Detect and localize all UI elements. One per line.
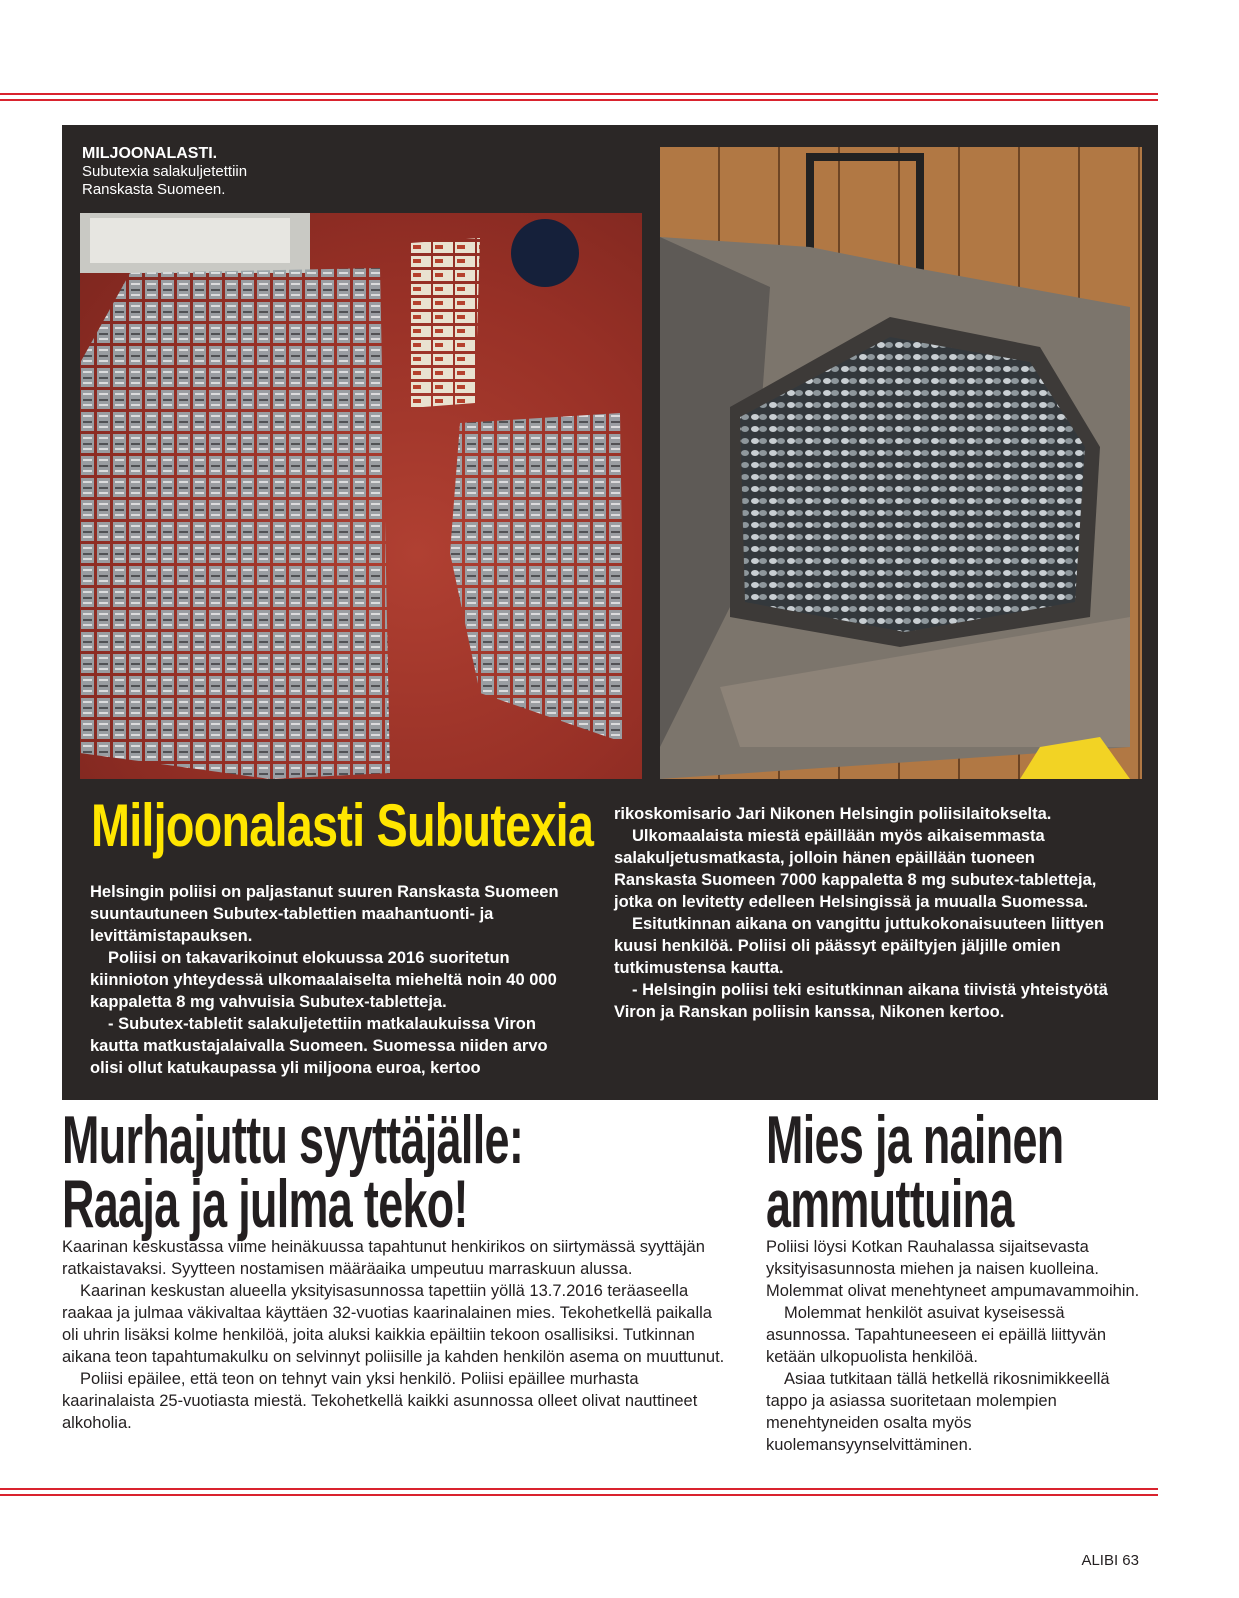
- feature-paragraph: - Helsingin poliisi teki esitutkinnan aikana tiivistä yhteistyötä Viron ja Ranskan poliisin kanssa, Nikonen kertoo.: [614, 981, 1108, 1021]
- feature-box: [62, 125, 1158, 1100]
- article-paragraph: Molemmat henkilöt asuivat kyseisessä asunnossa. Tapahtuneeseen ei epäillä liittyvän ketään ulkopuolista henkilöä.: [766, 1304, 1107, 1366]
- feature-paragraph: Esitutkinnan aikana on vangittu juttukokonaisuuteen liittyen kuusi henkilöä. Poliisi oli päässyt epäiltyjen jäljille omien tutkimustensa kautta.: [614, 915, 1105, 977]
- caption-line-2: Ranskasta Suomeen.: [82, 181, 226, 198]
- headline-line: ammuttuina: [766, 1166, 1014, 1242]
- feature-paragraph: - Subutex-tabletit salakuljetettiin matkalaukuissa Viron kautta matkustajalaivalla Suomeen. Suomessa niiden arvo olisi ollut katukaupassa yli miljoona euroa, kertoo: [90, 1015, 548, 1077]
- feature-paragraph: Helsingin poliisi on paljastanut suuren Ranskasta Suomeen suuntautuneen Subutex-tablettien maahantuonti- ja levittämistapauksen.: [90, 883, 559, 945]
- caption-kicker: MILJOONALASTI.: [82, 145, 218, 162]
- top-rule-2: [0, 99, 1158, 101]
- photo-suitcase: [660, 147, 1142, 779]
- feature-column-1: [90, 881, 582, 1079]
- article-right-headline: [766, 1102, 1064, 1242]
- article-left-headline: [62, 1102, 524, 1242]
- bottom-rule-1: [0, 1488, 1158, 1490]
- feature-paragraph: Poliisi on takavarikoinut elokuussa 2016 suoritetun kiinnioton yhteydessä ulkomaalaiselta mieheltä noin 40 000 kappaletta 8 mg vahvuisia Subutex-tabletteja.: [90, 949, 557, 1011]
- page-number: ALIBI 63: [1081, 1552, 1139, 1569]
- bottom-rule-2: [0, 1494, 1158, 1496]
- headline-line: Raaja ja julma teko!: [62, 1166, 468, 1242]
- feature-title: Miljoonalasti Subutexia: [91, 792, 594, 859]
- article-paragraph: Kaarinan keskustassa viime heinäkuussa tapahtunut henkirikos on siirtymässä syyttäjän ratkaistavaksi. Syytteen nostamisen määräaika umpeutuu marraskuun alussa.: [62, 1238, 705, 1278]
- article-left-body: [62, 1236, 726, 1434]
- photo-caption: [82, 145, 247, 199]
- article-right-body: [766, 1236, 1140, 1456]
- feature-paragraph: Ulkomaalaista miestä epäillään myös aikaisemmasta salakuljetusmatkasta, jolloin hänen epäillään tuoneen Ranskasta Suomeen 7000 kappaletta 8 mg subutex-tabletteja, jotka on levitetty edelleen Helsingissä ja muualla Suomessa.: [614, 827, 1097, 911]
- headline-line: Mies ja nainen: [766, 1102, 1064, 1178]
- photo-seized-tablets: [80, 213, 642, 779]
- article-paragraph: Asiaa tutkitaan tällä hetkellä rikosnimikkeellä tappo ja asiassa suoritetaan molempien menehtyneiden osalta myös kuolemansyynselvittäminen.: [766, 1370, 1110, 1454]
- feature-paragraph: rikoskomisario Jari Nikonen Helsingin poliisilaitokselta.: [614, 805, 1052, 823]
- article-paragraph: Poliisi löysi Kotkan Rauhalassa sijaitsevasta yksityisasunnosta miehen ja naisen kuolleina. Molemmat olivat menehtyneet ampumavammoihin.: [766, 1238, 1140, 1300]
- article-paragraph: Kaarinan keskustan alueella yksityisasunnossa tapettiin yöllä 13.7.2016 teräaseella raakaa ja julmaa väkivaltaa käyttäen 32-vuotias kaarinalainen mies. Tekohetkellä paikalla oli uhrin lisäksi kolme henkilöä, joita aluksi kaikkia epäiltiin tekoon osallisiksi. Tutkinnan aikana teon tapahtumakulku on selvinnyt poliisille ja kahden henkilön asema on muuttunut.: [62, 1282, 725, 1366]
- top-rule-1: [0, 93, 1158, 95]
- article-paragraph: Poliisi epäilee, että teon on tehnyt vain yksi henkilö. Poliisi epäillee murhasta kaarinalaista 25-vuotiasta miestä. Tekohetkellä kaikki asunnossa olleet olivat nauttineet alkoholia.: [62, 1370, 698, 1432]
- photo-floor-illustration: [80, 213, 642, 779]
- photo-bag-illustration: [660, 147, 1142, 779]
- caption-line-1: Subutexia salakuljetettiin: [82, 163, 248, 180]
- headline-line: Murhajuttu syyttäjälle:: [62, 1102, 524, 1178]
- feature-column-2: [614, 803, 1114, 1023]
